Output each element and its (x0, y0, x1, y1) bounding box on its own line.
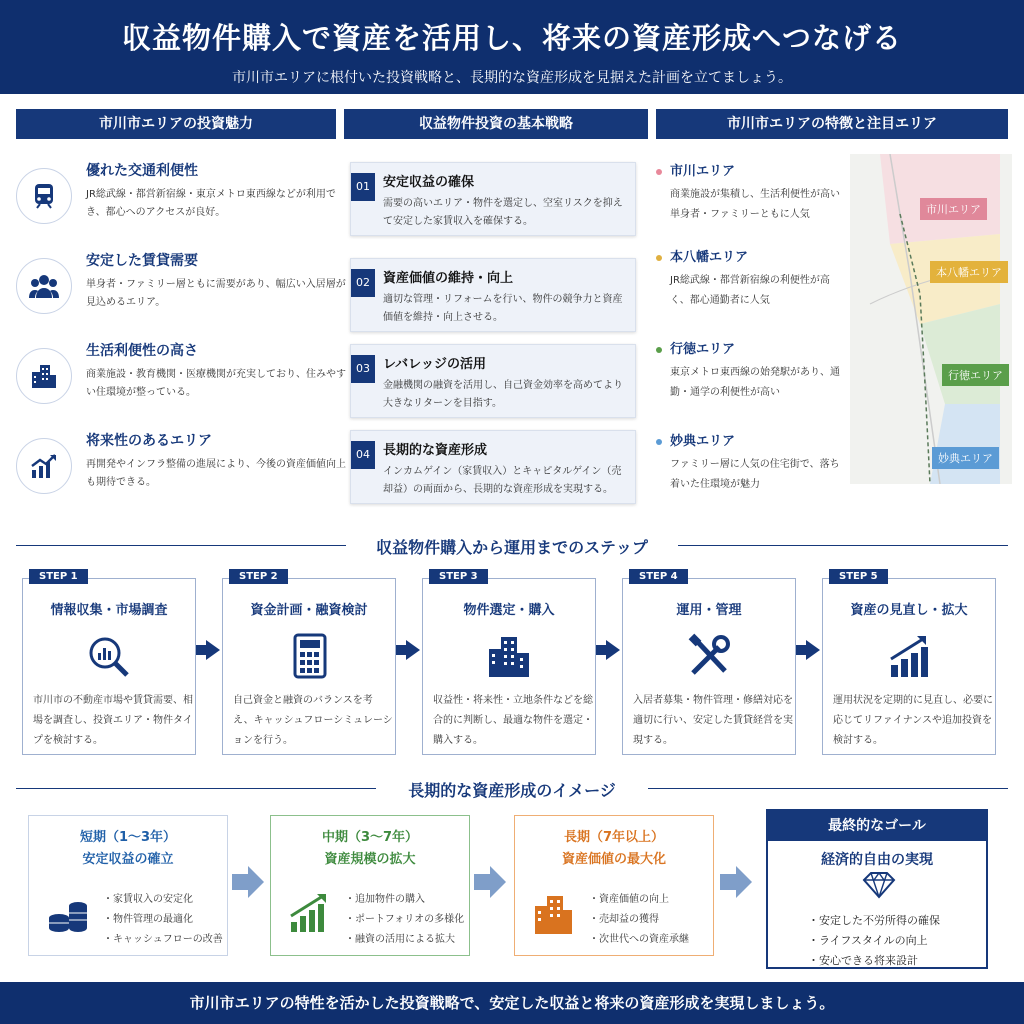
page-title: 収益物件購入で資産を活用し、将来の資産形成へつなげる (121, 21, 902, 55)
strategy-card (350, 344, 636, 418)
strategy-title: 安定収益の確保 (383, 175, 475, 190)
strategy-title: 資産価値の維持・向上 (383, 271, 514, 286)
feature-future (16, 430, 346, 510)
footer-message: 市川市エリアの特性を活かした投資戦略で、安定した収益と将来の資産形成を実現しましょう。 (0, 982, 1024, 1024)
list-item: ・安定した不労所得の確保 (808, 914, 940, 927)
strategy-number: 03 (351, 355, 375, 383)
area-ichikawa (656, 160, 846, 225)
strategy-title: 長期的な資産形成 (383, 443, 488, 458)
list-item: ・キャッシュフローの改善 (103, 934, 223, 945)
step-text: 入居者募集・物件管理・修繕対応を適切に行い、安定した賃貸経営を実現する。 (633, 695, 793, 746)
long-term-heading: 長期的な資産形成のイメージ (16, 778, 1008, 798)
step-title: 資金計画・融資検討 (250, 603, 368, 618)
search-chart-icon (85, 633, 135, 679)
area-text: 商業施設が集積し、生活利便性が高い単身者・ファミリーともに人気 (670, 189, 840, 220)
goal-title: 経済的自由の実現 (821, 852, 933, 868)
appeal-heading: 市川市エリアの投資魅力 (16, 109, 336, 139)
step-arrow (206, 640, 220, 660)
step-tag: STEP 3 (429, 569, 488, 584)
step-tag: STEP 2 (229, 569, 288, 584)
feature-title: 将来性のあるエリア (86, 433, 212, 449)
list-item: ・家賃収入の安定化 (103, 894, 193, 905)
step-card (822, 571, 996, 755)
goal-card (766, 809, 988, 969)
strategy-heading: 収益物件投資の基本戦略 (344, 109, 648, 139)
area-text: ファミリー層に人気の住宅街で、落ち着いた住環境が魅力 (670, 459, 840, 490)
goal-header: 最終的なゴール (768, 811, 986, 841)
feature-title: 優れた交通利便性 (86, 163, 198, 179)
strategy-text: 金融機関の融資を活用し、自己資金効率を高めてより大きなリターンを目指す。 (383, 380, 623, 409)
page-subtitle: 市川市エリアに根付いた投資戦略と、長期的な資産形成を見据えた計画を立てましょう。 (232, 70, 792, 86)
step-title: 情報収集・市場調査 (50, 603, 168, 618)
step-arrow (406, 640, 420, 660)
area-text: 東京メトロ東西線の始発駅があり、通勤・通学の利便性が高い (670, 367, 840, 398)
area-dot (656, 255, 662, 261)
area-motoyawata (656, 246, 846, 311)
map-label-myoden: 妙典エリア (932, 447, 999, 469)
area-name: 妙典エリア (670, 434, 736, 449)
step-arrow (606, 640, 620, 660)
feature-text: JR総武線・都営新宿線・東京メトロ東西線などが利用でき、都心へのアクセスが良好。 (86, 189, 336, 218)
phase-term: 中期（3〜7年） (321, 830, 419, 845)
strategy-number: 01 (351, 173, 375, 201)
phase-list (345, 890, 464, 950)
strategy-number: 02 (351, 269, 375, 297)
feature-text: 再開発やインフラ整備の進展により、今後の資産価値向上も期待できる。 (86, 459, 346, 488)
strategy-number: 04 (351, 441, 375, 469)
growth-arrow-icon (287, 892, 331, 934)
step-card (222, 571, 396, 755)
step-card (22, 571, 196, 755)
coins-icon (45, 892, 89, 934)
diamond-icon (862, 871, 896, 903)
feature-demand (16, 250, 346, 330)
list-item: ・融資の活用による拡大 (345, 934, 455, 945)
area-gyotoku (656, 338, 846, 403)
area-text: JR総武線・都営新宿線の利便性が高く、都心通勤者に人気 (670, 275, 830, 306)
buildings-icon (16, 348, 72, 404)
page-header (0, 0, 1024, 94)
feature-title: 安定した賃貸需要 (86, 253, 198, 269)
phase-list (103, 890, 223, 950)
step-tag: STEP 4 (629, 569, 688, 584)
list-item: ・ライフスタイルの向上 (808, 934, 928, 947)
strategy-title: レバレッジの活用 (383, 357, 486, 372)
step-title: 運用・管理 (676, 603, 742, 618)
phase-term: 長期（7年以上） (563, 830, 665, 845)
feature-title: 生活利便性の高さ (86, 343, 198, 359)
list-item: ・ポートフォリオの多様化 (345, 914, 465, 925)
list-item: ・追加物件の購入 (345, 894, 425, 905)
phase-term: 短期（1〜3年） (79, 830, 177, 845)
map-label-ichikawa: 市川エリア (920, 198, 987, 220)
area-myoden (656, 430, 846, 495)
people-icon (16, 258, 72, 314)
building-icon (485, 633, 535, 679)
goal-list (768, 911, 986, 971)
area-dot (656, 169, 662, 175)
tools-icon (685, 633, 735, 679)
phase-mid (270, 815, 470, 956)
bar-growth-icon (885, 633, 935, 679)
feature-text: 単身者・ファミリー層ともに需要があり、幅広い入居層が見込めるエリア。 (86, 279, 346, 308)
step-text: 自己資金と融資のバランスを考え、キャッシュフローシミュレーションを行う。 (233, 695, 393, 746)
step-text: 市川市の不動産市場や賃貸需要、相場を調査し、投資エリア・物件タイプを検討する。 (33, 695, 193, 746)
map-label-gyotoku: 行徳エリア (942, 364, 1009, 386)
strategy-card (350, 258, 636, 332)
growth-chart-icon (16, 438, 72, 494)
step-card (422, 571, 596, 755)
phase-long (514, 815, 714, 956)
step-arrow (806, 640, 820, 660)
list-item: ・安心できる将来設計 (808, 954, 918, 967)
office-building-icon (531, 892, 575, 934)
step-title: 資産の見直し・拡大 (850, 603, 968, 618)
strategy-text: 適切な管理・リフォームを行い、物件の競争力と資産価値を維持・向上させる。 (383, 294, 623, 323)
area-dot (656, 347, 662, 353)
steps-heading: 収益物件購入から運用までのステップ (16, 535, 1008, 555)
phase-arrow (736, 866, 752, 898)
step-text: 運用状況を定期的に見直し、必要に応じてリファイナンスや追加投資を検討する。 (833, 695, 993, 746)
phase-arrow (248, 866, 264, 898)
map-label-motoyawata: 本八幡エリア (930, 261, 1008, 283)
phase-short (28, 815, 228, 956)
train-icon (16, 168, 72, 224)
step-card (622, 571, 796, 755)
phase-arrow (490, 866, 506, 898)
phase-title: 資産価値の最大化 (561, 852, 666, 867)
phase-title: 安定収益の確立 (82, 852, 174, 867)
calculator-icon (285, 633, 335, 679)
step-text: 収益性・将来性・立地条件などを総合的に判断し、最適な物件を選定・購入する。 (433, 695, 593, 746)
area-dot (656, 439, 662, 445)
phase-list (589, 890, 689, 950)
strategy-text: 需要の高いエリア・物件を選定し、空室リスクを抑えて安定した家賃収入を確保する。 (383, 198, 623, 227)
area-name: 行徳エリア (670, 342, 736, 357)
feature-text: 商業施設・教育機関・医療機関が充実しており、住みやすい住環境が整っている。 (86, 369, 346, 398)
strategy-card (350, 430, 636, 504)
phase-title: 資産規模の拡大 (324, 852, 416, 867)
step-tag: STEP 5 (829, 569, 888, 584)
area-map (850, 154, 1012, 484)
area-name: 本八幡エリア (670, 250, 749, 265)
feature-convenience (16, 340, 346, 420)
list-item: ・資産価値の向上 (589, 894, 669, 905)
areas-heading: 市川市エリアの特徴と注目エリア (656, 109, 1008, 139)
list-item: ・物件管理の最適化 (103, 914, 193, 925)
list-item: ・売却益の獲得 (589, 914, 659, 925)
step-tag: STEP 1 (29, 569, 88, 584)
area-name: 市川エリア (670, 164, 736, 179)
list-item: ・次世代への資産承継 (589, 934, 689, 945)
step-title: 物件選定・購入 (463, 603, 555, 618)
strategy-text: インカムゲイン（家賃収入）とキャピタルゲイン（売却益）の両面から、長期的な資産形成を実現する。 (383, 466, 622, 495)
feature-transport (16, 160, 336, 240)
strategy-card (350, 162, 636, 236)
